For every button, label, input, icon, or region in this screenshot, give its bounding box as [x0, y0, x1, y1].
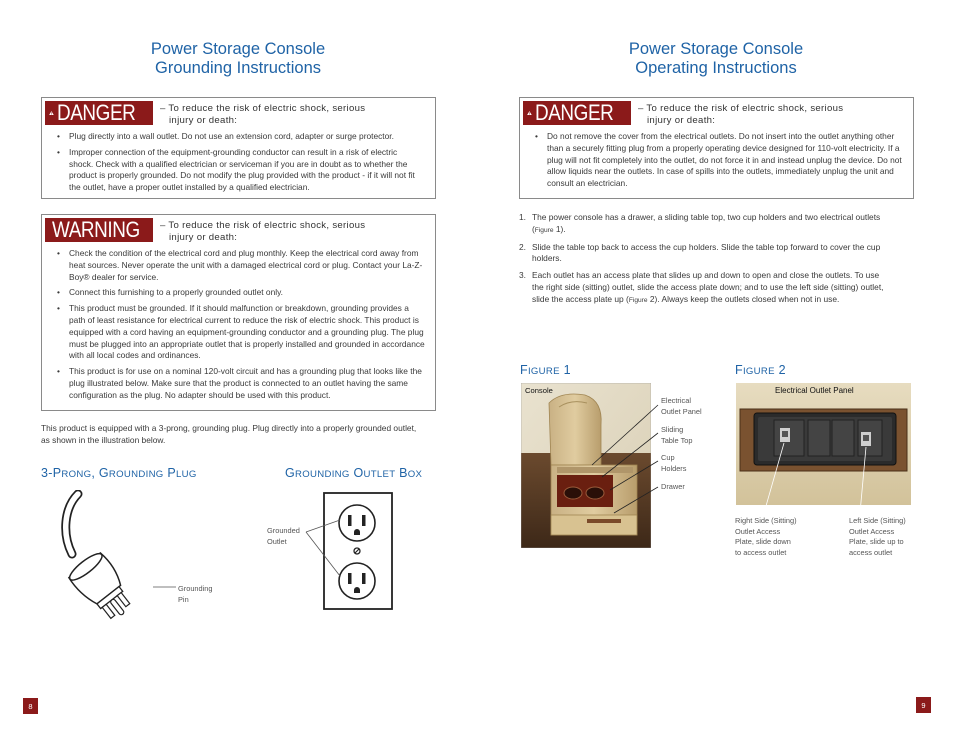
step-text: The power console has a drawer, a sliding table top, two cup holders and two electrical outlets (	[532, 212, 881, 234]
fig-heading-part: 2	[774, 363, 786, 377]
fig-heading-part: IGURE	[527, 366, 560, 377]
caption-line: access outlet	[849, 547, 893, 557]
warning-header-line1: – To reduce the risk of electric shock, serious	[160, 220, 366, 231]
box-heading-part: UTLET	[363, 469, 396, 480]
list-item: • Check the condition of the electrical cord and plug monthly. Keep the electrical cord away from heat sources. Never operate the unit with a damaged electrical cord or plug. Contact your La-Z-Boy® dealer for service.	[55, 248, 425, 283]
caption-line: Left Side (Sitting)	[849, 516, 906, 525]
plug-heading-part: LUG	[175, 469, 197, 480]
caption-line: Sliding	[661, 425, 684, 434]
plug-heading-part: , G	[91, 466, 109, 480]
outlet-box-heading	[285, 466, 422, 480]
fig-heading-part: IGURE	[742, 366, 775, 377]
list-item	[519, 212, 889, 237]
left-warning-badge	[45, 218, 153, 242]
right-danger-badge	[523, 101, 631, 125]
danger-header-line1: – To reduce the risk of electric shock, serious	[160, 103, 366, 114]
plug-heading	[41, 466, 197, 480]
caption-line: Outlet Access	[849, 526, 895, 536]
danger-label: DANGER	[534, 100, 614, 125]
list-item: • Plug directly into a wall outlet. Do not use an extension cord, adapter or surge protector.	[55, 131, 423, 143]
box-heading-part: ROUNDING	[295, 469, 350, 480]
warning-triangle-icon	[49, 105, 54, 121]
grounded-outlet-illustration	[300, 492, 410, 612]
caption-line: Cup	[661, 453, 675, 462]
left-title-line2: Grounding Instructions	[154, 59, 321, 77]
left-page-title	[98, 40, 378, 78]
step-figure-ref: Figure	[534, 226, 554, 234]
caption-line: Plate, slide up to	[849, 537, 904, 546]
left-page-number: 8	[23, 698, 38, 714]
step-number: 1.	[519, 212, 526, 222]
fig-heading-part: 1	[559, 363, 571, 377]
right-danger-header	[638, 103, 843, 127]
fig-heading-part: F	[735, 363, 743, 377]
danger-header-line1: – To reduce the risk of electric shock, serious	[638, 103, 844, 114]
cup-holders-label	[661, 453, 686, 474]
sliding-table-label	[661, 425, 693, 446]
caption-line: Outlet Panel	[661, 406, 702, 416]
fig-heading-part: F	[520, 363, 528, 377]
right-page-number: 9	[916, 697, 931, 713]
left-side-outlet-label	[849, 516, 906, 558]
list-item: • Improper connection of the equipment-grounding conductor can result in a risk of electric shock. Check with a qualified electrician or serviceman if you are in doubt as to whether the product is properly grounded. Do not modify the plug provided with the product - if it will not fit the outlet, have a proper outlet installed by a qualified electrician.	[55, 147, 423, 194]
danger-header-line2: injury or death:	[169, 115, 238, 126]
step-number: 2.	[519, 241, 526, 252]
list-item: • This product must be grounded. If it should malfunction or breakdown, grounding provides a path of least resistance for electrical current to reduce the risk of electric shock. This product is equipped with a cord having an equipment-grounding conductor and a grounding plug. The plug must be plugged into an appropriate outlet that is properly installed and grounded in accordance with all local codes and ordinances.	[55, 303, 425, 362]
outlet-panel-title: Electrical Outlet Panel	[775, 386, 854, 395]
right-page-title	[576, 40, 856, 78]
caption-line: to access outlet	[735, 547, 787, 557]
right-title-line2: Operating Instructions	[635, 59, 797, 77]
caption-line: Grounded	[267, 526, 300, 535]
danger-header-line2: injury or death:	[647, 115, 716, 126]
step-number: 3.	[519, 270, 526, 281]
grounding-pin-label	[178, 584, 213, 605]
list-item: • Connect this furnishing to a properly grounded outlet only.	[55, 287, 425, 299]
step-text: Slide the table top back to access the cup holders. Slide the table top forward to cover the cup holders.	[532, 241, 881, 264]
warning-triangle-icon	[527, 105, 532, 121]
plug-heading-part: RONG	[61, 469, 92, 480]
left-danger-bullets	[55, 131, 423, 198]
grounded-outlet-label	[267, 526, 300, 547]
list-item	[519, 270, 889, 306]
box-heading-part: OX	[407, 469, 423, 480]
grounding-plug-illustration	[50, 490, 180, 620]
caption-line: Electrical	[661, 396, 691, 405]
box-heading-part: O	[349, 466, 364, 480]
list-item: • Do not remove the cover from the electrical outlets. Do not insert into the outlet anything other than a securely fitting plug from a properly operating device designed for 110-volt electricity. If a plug will not fit completely into the outlet, do not force it in and instead unplug the device. Do not allow liquids near the outlets. In case of spills into the outlets, immediately unplug the unit and consult an electrician.	[533, 131, 903, 190]
right-title-line1: Power Storage Console	[628, 40, 804, 58]
warning-header-line2: injury or death:	[169, 232, 238, 243]
caption-line: Grounding	[178, 584, 213, 593]
caption-line: Holders	[661, 463, 687, 473]
step-text: 1).	[553, 223, 566, 234]
left-warning-header	[160, 220, 365, 244]
step-text: Each outlet has an access plate that slides up and down to open and close the outlets. To use the right side (sitting) outlet, slide the access plate down; and to use the left side (sitting) outlet, slide the access plate up (	[532, 270, 884, 304]
caption-line: Outlet	[267, 536, 287, 546]
caption-line: Pin	[178, 594, 189, 604]
list-item: • This product is for use on a nominal 120-volt circuit and has a grounding plug that looks like the plug illustrated below. Make sure that the product is connected to an outlet having the same configuration as the plug. No adapter should be used with this product.	[55, 366, 425, 401]
console-label: Console	[525, 386, 553, 395]
plug-heading-part: ROUNDING	[108, 469, 164, 480]
plug-heading-part: 3-P	[41, 466, 62, 480]
caption-line: Table Top	[661, 435, 693, 445]
box-heading-part: B	[395, 466, 408, 480]
plug-intro-paragraph: This product is equipped with a 3-prong, grounding plug. Plug directly into a properly grounded outlet, as shown in the illustration below.	[41, 423, 417, 445]
caption-line: Outlet Access	[735, 526, 781, 536]
right-side-outlet-label	[735, 516, 797, 558]
right-danger-bullets	[533, 131, 903, 194]
list-item	[519, 242, 889, 266]
caption-line: Right Side (Sitting)	[735, 516, 797, 525]
step-figure-ref: Figure	[628, 296, 648, 304]
left-warning-bullets	[55, 248, 425, 406]
warning-label: WARNING	[52, 217, 140, 242]
caption-line: Plate, slide down	[735, 537, 791, 546]
plug-heading-part: P	[163, 466, 176, 480]
left-danger-header	[160, 103, 365, 127]
operating-steps	[519, 212, 889, 312]
left-title-line1: Power Storage Console	[150, 40, 326, 58]
box-heading-part: G	[285, 466, 296, 480]
left-danger-badge	[45, 101, 153, 125]
electrical-panel-label	[661, 396, 702, 417]
danger-label: DANGER	[56, 100, 136, 125]
step-text: 2). Always keep the outlets closed when not in use.	[647, 293, 840, 304]
outlet-panel-photo	[736, 383, 911, 505]
figure-1-leaders	[580, 395, 665, 515]
figure-2-heading	[735, 363, 786, 377]
drawer-label: Drawer	[661, 482, 685, 491]
figure-1-heading	[520, 363, 571, 377]
